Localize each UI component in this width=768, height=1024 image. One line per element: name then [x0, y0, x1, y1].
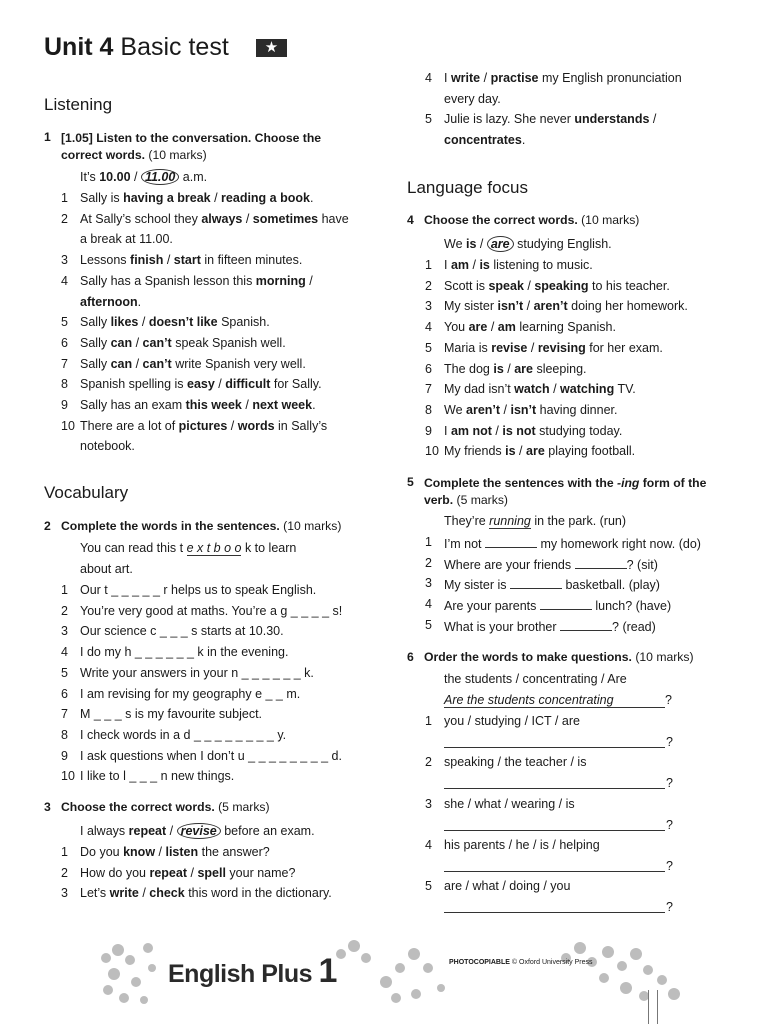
q2-item: I do my h _ _ _ _ _ _ k in the evening.: [80, 645, 289, 660]
q4-item-number: 4: [425, 320, 432, 335]
q5-item-number: 4: [425, 597, 432, 612]
q2-item-number: 8: [61, 727, 68, 742]
q2-example-cont: about art.: [80, 562, 133, 576]
q4-item-number: 6: [425, 361, 432, 376]
q2-instruction: Complete the words in the sentences. (10 marks): [61, 519, 342, 533]
q1-item: Sally is having a break / reading a book.: [80, 191, 314, 205]
q4-instruction: Choose the correct words. (10 marks): [424, 213, 640, 227]
q6-item-qmark: ?: [666, 817, 673, 832]
q2-item: I ask questions when I don’t u _ _ _ _ _ _ _ _ d.: [80, 748, 342, 763]
q1-item-number: 2: [61, 211, 68, 226]
answer-blank: [510, 576, 562, 589]
q2-item-number: 3: [61, 624, 68, 639]
q1-item: Spanish spelling is easy / difficult for Sally.: [80, 377, 322, 392]
q6-example-answer: Are the students concentrating ?: [444, 693, 672, 707]
q5-item: Are your parents lunch? (have): [444, 599, 672, 614]
answer-blank: [575, 556, 627, 569]
answer-line: [444, 747, 665, 748]
q3-example: I always repeat / revise before an exam.: [80, 824, 315, 838]
q4-item: I am / is listening to music.: [444, 258, 593, 272]
q2-item-number: 1: [61, 583, 68, 597]
q1-item-number: 1: [61, 191, 68, 205]
answer-line: [444, 788, 665, 789]
q2-item-number: 4: [61, 645, 68, 660]
q3-item-number: 4: [425, 71, 432, 85]
footer-brand-logo: English Plus 1: [168, 952, 337, 990]
q4-item: My friends is / are playing football.: [444, 444, 636, 459]
q2-item: I check words in a d _ _ _ _ _ _ _ _ y.: [80, 727, 287, 742]
q2-item: You’re very good at maths. You’re a g _ _ _ _ s!: [80, 603, 343, 618]
star-icon: ★: [256, 39, 287, 57]
q1-item: Sally likes / doesn’t like Spanish.: [80, 315, 270, 330]
answer-line: [444, 830, 665, 831]
q1-instruction: [1.05] Listen to the conversation. Choose the correct words. (10 marks): [61, 131, 322, 162]
q3-item: Julie is lazy. She never understands /: [444, 112, 657, 127]
q2-item-number: 10: [61, 769, 75, 784]
q1-item-number: 6: [61, 335, 68, 350]
q2-item-number: 2: [61, 603, 68, 618]
listening-heading: Listening: [44, 95, 113, 114]
q3-number: 3: [44, 800, 51, 814]
q2-item: Our science c _ _ _ s starts at 10.30.: [80, 624, 284, 639]
q1-item-number: 9: [61, 398, 68, 412]
q6-item-words: are / what / doing / you: [444, 879, 571, 894]
q1-item-cont: a break at 11.00.: [80, 232, 173, 247]
q4-item: My sister isn’t / aren’t doing her homework.: [444, 299, 688, 314]
answer-line: [444, 871, 665, 872]
q4-item: The dog is / are sleeping.: [444, 361, 587, 376]
q1-item-number: 7: [61, 356, 68, 371]
q3-item: How do you repeat / spell your name?: [80, 865, 296, 880]
q1-item: There are a lot of pictures / words in Sally’s: [80, 418, 328, 433]
q6-item-qmark: ?: [666, 858, 673, 873]
q2-item-number: 5: [61, 665, 68, 680]
answer-blank: [540, 597, 592, 610]
q2-item: Write your answers in your n _ _ _ _ _ _ k.: [80, 665, 314, 680]
q6-item-number: 3: [425, 796, 432, 811]
q3-instruction: Choose the correct words. (5 marks): [61, 800, 270, 814]
q1-item-number: 10: [61, 418, 75, 433]
q2-item: M _ _ _ s is my favourite subject.: [80, 707, 263, 722]
q1-item-number: 8: [61, 377, 68, 392]
answer-circle: revise: [177, 823, 221, 839]
q1-item: Sally can / can’t write Spanish very well.: [80, 356, 306, 371]
q1-item-number: 4: [61, 273, 68, 288]
q6-number: 6: [407, 650, 414, 664]
q4-item: Scott is speak / speaking to his teacher.: [444, 278, 670, 293]
q2-item: Our t _ _ _ _ _ r helps us to speak English.: [80, 583, 317, 597]
q1-item: Sally can / can’t speak Spanish well.: [80, 335, 286, 350]
q6-item-number: 2: [425, 755, 432, 770]
q2-example: You can read this t e x t b o o k to learn: [80, 541, 297, 555]
q4-item-number: 10: [425, 444, 439, 459]
q5-item-number: 1: [425, 535, 432, 549]
q3-item-number: 3: [61, 886, 68, 901]
q3-item: Let’s write / check this word in the dictionary.: [80, 886, 332, 901]
q4-item-number: 8: [425, 402, 432, 417]
q4-item-number: 2: [425, 278, 432, 293]
q3-item-number: 5: [425, 112, 432, 127]
answer-circle: are: [487, 236, 514, 252]
q2-item-number: 7: [61, 707, 68, 722]
vocabulary-heading: Vocabulary: [44, 483, 129, 502]
q6-item-words: you / studying / ICT / are: [444, 714, 580, 728]
q5-item: Where are your friends ? (sit): [444, 557, 658, 572]
q1-item: Sally has an exam this week / next week.: [80, 398, 316, 412]
q2-item: I like to l _ _ _ n new things.: [80, 769, 235, 784]
q4-item: I am not / is not studying today.: [444, 423, 623, 438]
footer-band: [96, 938, 696, 1008]
q2-item: I am revising for my geography e _ _ m.: [80, 686, 301, 701]
q4-item-number: 1: [425, 258, 432, 272]
q4-item-number: 5: [425, 340, 432, 355]
q4-example: We is / are studying English.: [444, 237, 612, 251]
q5-item: What is your brother ? (read): [444, 619, 656, 634]
q6-item-number: 1: [425, 714, 432, 728]
q1-example: It’s 10.00 / 11.00 a.m.: [80, 170, 208, 184]
q5-example: They’re running in the park. (run): [444, 514, 627, 528]
q2-item-number: 9: [61, 748, 68, 763]
q6-item-words: his parents / he / is / helping: [444, 837, 600, 852]
q2-number: 2: [44, 519, 51, 533]
q6-item-qmark: ?: [666, 900, 673, 915]
q6-item-number: 5: [425, 879, 432, 894]
q6-item-qmark: ?: [666, 776, 673, 791]
q2-item-number: 6: [61, 686, 68, 701]
q4-number: 4: [407, 213, 414, 227]
q5-item-number: 3: [425, 576, 432, 591]
page-edge-marks: [648, 990, 658, 1024]
q6-item-qmark: ?: [666, 735, 673, 749]
q5-item: I’m not my homework right now. (do): [444, 537, 701, 551]
footer-photocopiable: PHOTOCOPIABLE © Oxford University Press: [449, 959, 593, 966]
q4-item-number: 7: [425, 382, 432, 397]
answer-circle: 11.00: [141, 169, 179, 185]
q6-item-words: she / what / wearing / is: [444, 796, 575, 811]
q4-item: We aren’t / isn’t having dinner.: [444, 402, 618, 417]
language-focus-heading: Language focus: [407, 178, 528, 197]
q1-item-number: 5: [61, 315, 68, 330]
unit-title: Unit 4 Basic test: [44, 33, 229, 61]
q3-item-number: 2: [61, 865, 68, 880]
q5-number: 5: [407, 475, 414, 489]
q3-item: Do you know / listen the answer?: [80, 845, 270, 859]
q5-instruction: Complete the sentences with the -ing form of the verb. (5 marks): [424, 476, 707, 507]
q4-item-number: 3: [425, 299, 432, 314]
q3-item-number: 1: [61, 845, 68, 859]
q1-item-cont: afternoon.: [80, 294, 142, 309]
q6-example-words: the students / concentrating / Are: [444, 672, 627, 686]
q3-item: I write / practise my English pronunciation: [444, 71, 682, 85]
q5-item-number: 2: [425, 555, 432, 570]
q6-item-number: 4: [425, 837, 432, 852]
answer-blank: [560, 618, 612, 631]
q6-item-words: speaking / the teacher / is: [444, 755, 587, 770]
q5-item-number: 5: [425, 617, 432, 632]
q1-item: Lessons finish / start in fifteen minutes.: [80, 253, 303, 268]
q1-item-cont: notebook.: [80, 439, 135, 454]
q4-item: My dad isn’t watch / watching TV.: [444, 382, 636, 397]
answer-line: [444, 912, 665, 913]
q1-item: At Sally’s school they always / sometimes have: [80, 211, 349, 226]
q1-number: 1: [44, 130, 51, 144]
q5-item: My sister is basketball. (play): [444, 578, 660, 593]
q1-item: Sally has a Spanish lesson this morning /: [80, 273, 313, 288]
q4-item-number: 9: [425, 423, 432, 438]
q1-item-number: 3: [61, 253, 68, 268]
q4-item: Maria is revise / revising for her exam.: [444, 340, 663, 355]
q6-instruction: Order the words to make questions. (10 marks): [424, 650, 694, 664]
answer-blank: [485, 535, 537, 548]
q3-item-cont: concentrates.: [444, 133, 526, 148]
q4-item: You are / am learning Spanish.: [444, 320, 616, 335]
q3-item-cont: every day.: [444, 91, 501, 106]
